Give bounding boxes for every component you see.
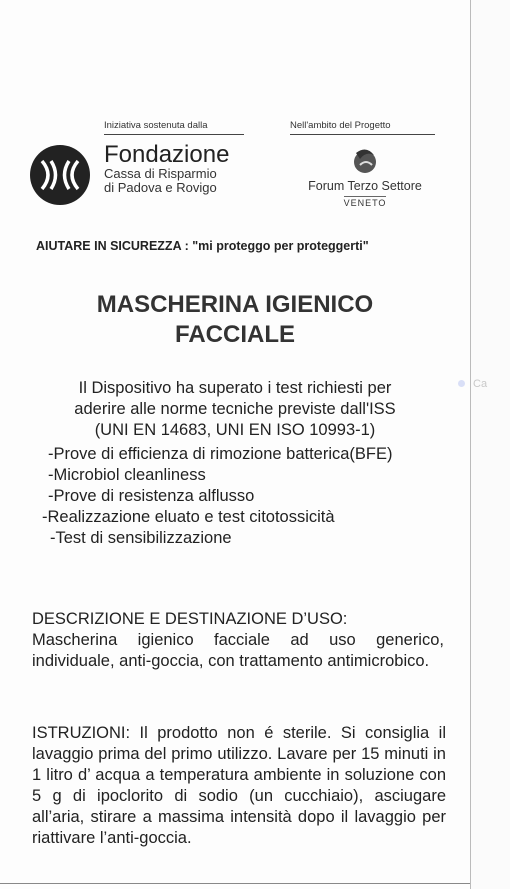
forum-sponsor — [290, 120, 440, 211]
description-section — [32, 609, 444, 672]
list-item: -Prove di efficienza di rimozione batterica(BFE) — [48, 445, 393, 463]
bottom-rule — [0, 883, 470, 884]
list-item: -Prove di resistenza alflusso — [48, 487, 255, 505]
description-body: Mascherina igienico facciale ad uso generico, individuale, anti-goccia, con trattamento antimicrobico. — [32, 631, 444, 670]
intro-paragraph — [0, 378, 470, 441]
intro-line: (UNI EN 14683, UNI EN ISO 10993-1) — [94, 421, 376, 439]
description-heading: DESCRIZIONE E DESTINAZIONE D’USO: — [32, 610, 348, 628]
forum-logo-icon — [350, 145, 380, 175]
title-line-2: FACCIALE — [175, 321, 295, 348]
intro-line: Il Dispositivo ha superato i test richiesti per — [78, 379, 392, 397]
caption-rule — [104, 134, 244, 135]
fondazione-line-1: Cassa di Risparmio — [104, 166, 217, 181]
fondazione-logo-icon — [30, 145, 90, 205]
fondazione-sponsor — [30, 120, 260, 205]
page-edge — [470, 0, 471, 889]
forum-name: Forum Terzo Settore — [308, 179, 422, 193]
forum-region: VENETO — [343, 198, 387, 208]
intro-line: aderire alle norme tecniche previste dall'ISS — [74, 400, 396, 418]
instructions-section: ISTRUZIONI: Il prodotto non é sterile. Si consiglia il lavaggio prima del primo utilizzo. Lavare per 15 minuti in 1 litro d’ acqua a temperatura ambiente in soluzione con 5 g di ipoclorito di sodio (un cucchiaio), asciugare all’aria, stirare a massima intensità dopo il lavaggio per riattivare l’anti-goccia. — [32, 724, 446, 847]
list-item: -Realizzazione eluato e test citotossicità — [42, 508, 335, 526]
fondazione-name: Fondazione — [104, 141, 230, 168]
list-item: -Test di sensibilizzazione — [50, 529, 232, 547]
sponsor-caption-left: Iniziativa sostenuta dalla — [104, 120, 208, 131]
page-title — [0, 290, 470, 350]
slogan: AIUTARE IN SICUREZZA : "mi proteggo per proteggerti" — [36, 239, 369, 253]
title-line-1: MASCHERINA IGIENICO — [96, 291, 374, 318]
background-strip — [471, 0, 510, 889]
fondazione-line-2: di Padova e Rovigo — [104, 180, 217, 195]
sponsor-caption-right: Nell'ambito del Progetto — [290, 120, 391, 131]
list-item: -Microbiol cleanliness — [48, 466, 206, 484]
tests-list — [42, 444, 393, 549]
faded-tab-label: Ca — [473, 378, 488, 390]
caption-rule — [290, 134, 435, 135]
